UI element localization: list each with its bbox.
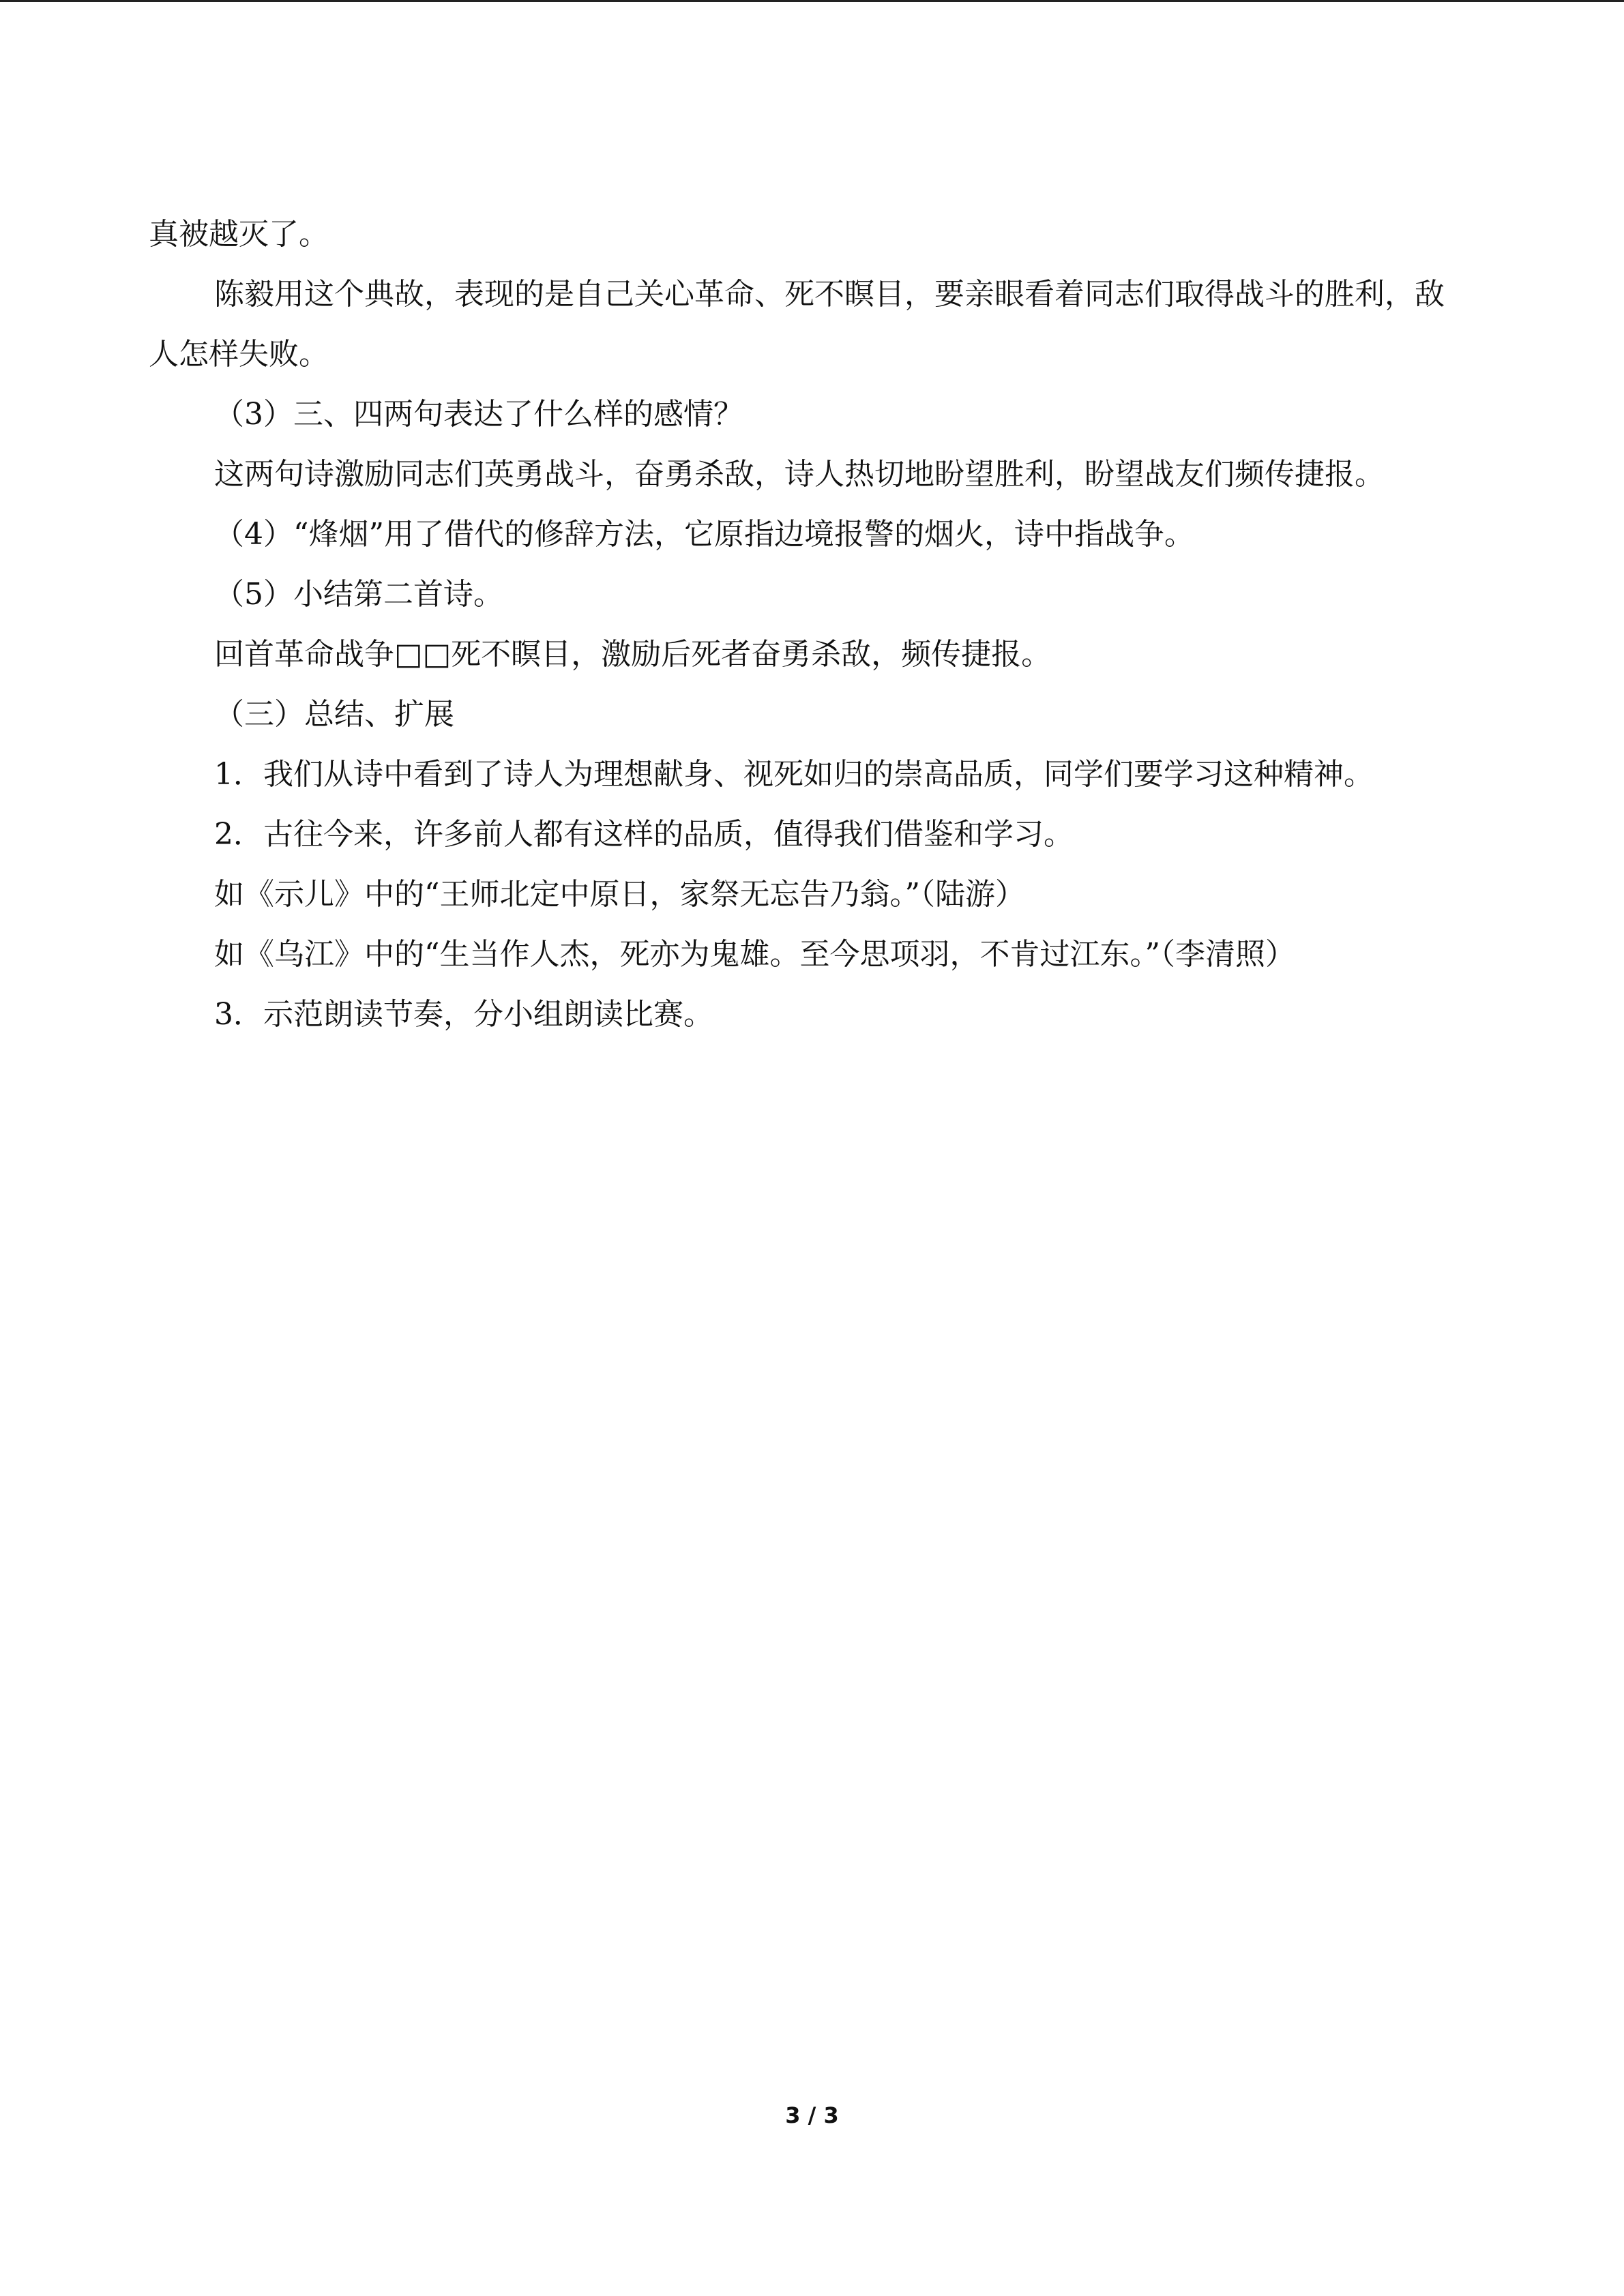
list-item-1: 1．我们从诗中看到了诗人为理想献身、视死如归的崇高品质，同学们要学习这种精神。 (214, 757, 1374, 792)
page-number: 3 / 3 (785, 2102, 839, 2128)
document-body (149, 205, 1465, 1045)
answer-3: 这两句诗激励同志们英勇战斗，奋勇杀敌，诗人热切地盼望胜利，盼望战友们频传捷报。 (214, 457, 1385, 492)
point-4: （4）“烽烟”用了借代的修辞方法，它原指边境报警的烟火，诗中指战争。 (214, 517, 1194, 552)
paragraph-continuation: 真被越灭了。 (149, 217, 329, 252)
section-heading-summary: （三）总结、扩展 (214, 697, 454, 732)
list-item-2: 2．古往今来，许多前人都有这样的品质，值得我们借鉴和学习。 (214, 817, 1074, 852)
point-5: （5）小结第二首诗。 (214, 577, 503, 612)
list-item-3: 3．示范朗读节奏，分小组朗读比赛。 (214, 997, 713, 1032)
top-border-line (0, 0, 1624, 2)
example-shi-er: 如《示儿》中的“王师北定中原日，家祭无忘告乃翁。”（陆游） (214, 877, 1025, 912)
example-wu-jiang: 如《乌江》中的“生当作人杰，死亦为鬼雄。至今思项羽，不肯过江东。”（李清照） (214, 937, 1295, 972)
paragraph-allusion-explanation: 陈毅用这个典故，表现的是自己关心革命、死不瞑目，要亲眼看着同志们取得战斗的胜利，敌人怎样失败。 (149, 277, 1445, 372)
summary-second-poem: 回首革命战争□□死不瞑目，激励后死者奋勇杀敌，频传捷报。 (214, 637, 1052, 672)
question-3: （3）三、四两句表达了什么样的感情？ (214, 397, 743, 432)
